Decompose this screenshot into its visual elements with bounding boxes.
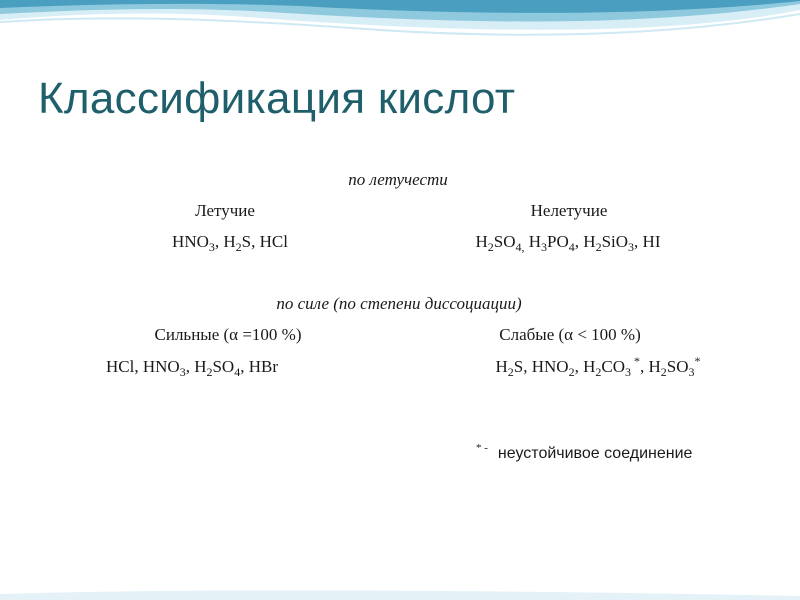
formula-text: S, HCl (241, 232, 288, 251)
formula-subscript: 3 (628, 240, 635, 254)
formula-subscript: 2 (660, 365, 667, 379)
formula-subscript: 3 (624, 365, 631, 379)
formula-subscript: 4, (515, 240, 525, 254)
formula-text: , H (574, 232, 596, 251)
weak-acids-label: Слабые (α < 100 %) (499, 325, 641, 344)
formula-text: S, HNO (513, 357, 569, 376)
formula-subscript: 4 (234, 365, 241, 379)
formula-text: SO (212, 357, 235, 376)
formula-superscript: * (694, 354, 701, 368)
formula-subscript: 2 (487, 240, 494, 254)
formula-subscript: 2 (595, 365, 602, 379)
formula-text: H (524, 232, 542, 251)
formula-subscript: 2 (507, 365, 514, 379)
formula-subscript: 2 (595, 240, 602, 254)
weak-acids-formulas (495, 354, 701, 379)
footnote (476, 442, 692, 463)
volatile-label: Летучие (195, 201, 255, 220)
strong-acids-formulas (106, 357, 278, 377)
volatile-formulas (172, 232, 288, 252)
strength-heading: по силе (по степени диссоциации) (276, 294, 522, 313)
formula-text: , H (574, 357, 596, 376)
formula-text: HCl, HNO (106, 357, 180, 376)
formula-text: , HBr (240, 357, 278, 376)
formula-text: , HI (634, 232, 661, 251)
formula-subscript: 4 (568, 240, 575, 254)
formula-text: , H (185, 357, 207, 376)
formula-text: SO (666, 357, 689, 376)
formula-subscript: 3 (688, 365, 695, 379)
formula-subscript: 3 (208, 240, 215, 254)
formula-subscript: 3 (179, 365, 186, 379)
header-wave-decoration (0, 0, 800, 70)
footnote-mark: * - (476, 442, 488, 454)
nonvolatile-formulas (476, 232, 661, 252)
formula-text: PO (547, 232, 569, 251)
formula-text: SO (493, 232, 516, 251)
footnote-text: неустойчивое соединение (497, 445, 693, 462)
formula-subscript: 2 (206, 365, 213, 379)
formula-text: CO (601, 357, 625, 376)
formula-subscript: 2 (235, 240, 242, 254)
volatility-heading: по летучести (348, 170, 448, 189)
footer-wave-decoration (0, 586, 800, 600)
formula-text: SiO (601, 232, 629, 251)
formula-text: , H (214, 232, 236, 251)
formula-text: , H (639, 357, 661, 376)
formula-subscript: 2 (568, 365, 575, 379)
formula-superscript: * (630, 354, 640, 368)
formula-text: HNO (172, 232, 209, 251)
formula-text: H (495, 357, 508, 376)
slide-title: Классификация кислот (38, 74, 516, 123)
formula-subscript: 3 (541, 240, 548, 254)
strong-acids-label: Сильные (α =100 %) (154, 325, 302, 344)
formula-text: H (475, 232, 488, 251)
nonvolatile-label: Нелетучие (530, 201, 608, 220)
